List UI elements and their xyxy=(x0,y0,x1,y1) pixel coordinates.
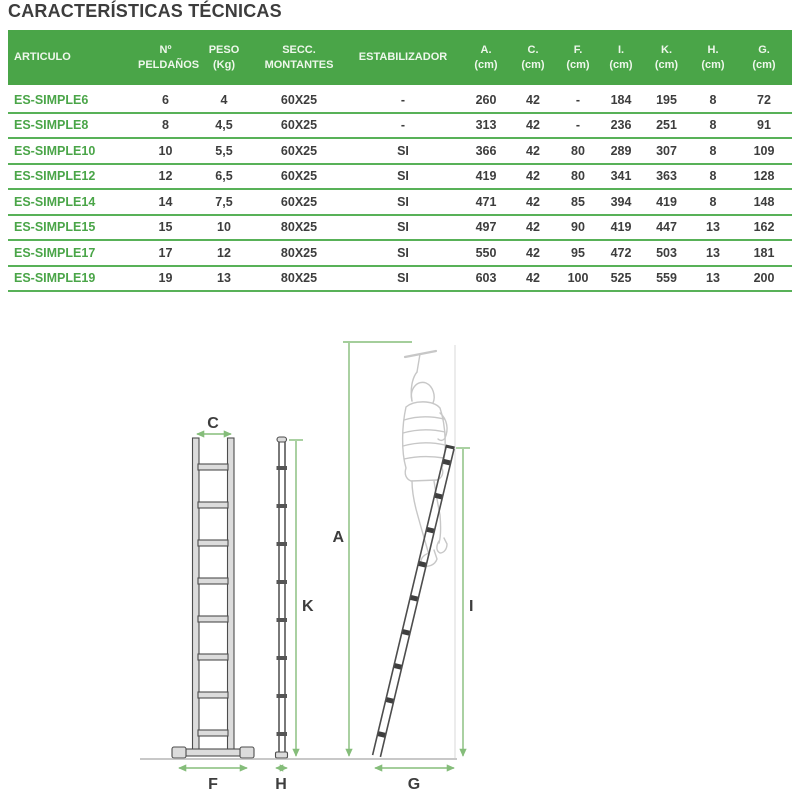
article-cell: ES-SIMPLE8 xyxy=(14,118,89,133)
table-body xyxy=(8,88,792,292)
leaning-ladder-rail xyxy=(373,447,447,755)
stabilizer-foot xyxy=(240,747,254,758)
article-cell: ES-SIMPLE19 xyxy=(14,271,96,286)
value-cell: 100 xyxy=(567,271,589,286)
value-cell: 313 xyxy=(475,118,497,133)
value-cell: 80 xyxy=(571,169,585,184)
column-header-peso: PESO (Kg) xyxy=(208,44,240,71)
side-ladder-cap xyxy=(277,437,287,442)
table-row xyxy=(8,88,792,112)
side-ladder-rung-mark xyxy=(277,466,288,470)
value-cell: 128 xyxy=(753,169,775,184)
value-cell: 8 xyxy=(709,169,717,184)
value-cell: 60X25 xyxy=(280,194,318,209)
ladder-diagram xyxy=(0,330,800,800)
value-cell: 42 xyxy=(526,194,540,209)
value-cell: 80 xyxy=(571,143,585,158)
value-cell: 236 xyxy=(610,118,632,133)
value-cell: 260 xyxy=(475,92,497,107)
value-cell: 42 xyxy=(526,271,540,286)
value-cell: 95 xyxy=(571,245,585,260)
side-ladder-rung-mark xyxy=(277,732,288,736)
front-ladder-rail xyxy=(193,438,200,750)
value-cell: 5,5 xyxy=(215,143,233,158)
value-cell: 13 xyxy=(706,245,720,260)
value-cell: SI xyxy=(397,194,409,209)
value-cell: 10 xyxy=(217,220,231,235)
value-cell: - xyxy=(400,92,406,107)
value-cell: 195 xyxy=(656,92,677,107)
value-cell: 200 xyxy=(753,271,775,286)
dim-label-f: F xyxy=(208,776,218,793)
article-cell: ES-SIMPLE12 xyxy=(14,169,96,184)
value-cell: 14 xyxy=(158,194,173,209)
vest-stripe xyxy=(404,417,444,420)
dim-label-g: G xyxy=(407,776,421,793)
front-ladder-rung xyxy=(198,692,228,698)
value-cell: SI xyxy=(397,271,409,286)
front-ladder-rung xyxy=(198,578,228,584)
value-cell: 42 xyxy=(526,92,540,107)
value-cell: 42 xyxy=(526,245,540,260)
value-cell: 8 xyxy=(162,118,169,133)
value-cell: 80X25 xyxy=(280,245,318,260)
front-ladder-rail xyxy=(228,438,235,750)
value-cell: 42 xyxy=(526,118,540,133)
value-cell: SI xyxy=(397,220,409,235)
value-cell: 184 xyxy=(610,92,632,107)
side-ladder xyxy=(276,437,288,758)
value-cell: 8 xyxy=(709,194,717,209)
value-cell: - xyxy=(575,92,581,107)
dim-label-k: K xyxy=(302,598,314,615)
vest-stripe xyxy=(404,457,444,459)
value-cell: 4,5 xyxy=(215,118,233,133)
value-cell: 6,5 xyxy=(215,169,233,184)
column-header-secc: SECC. MONTANTES xyxy=(264,44,334,71)
dim-label-i: I xyxy=(469,598,474,615)
value-cell: 72 xyxy=(757,92,771,107)
value-cell: 60X25 xyxy=(280,143,318,158)
value-cell: 603 xyxy=(475,271,497,286)
value-cell: 60X25 xyxy=(280,118,318,133)
left-leg xyxy=(412,481,429,555)
boot xyxy=(437,538,447,553)
column-header-k: K. (cm) xyxy=(654,44,679,71)
table-row xyxy=(8,139,792,163)
value-cell: 550 xyxy=(475,245,497,260)
value-cell: 471 xyxy=(475,194,497,209)
value-cell: 148 xyxy=(753,194,775,209)
value-cell: 8 xyxy=(709,143,717,158)
value-cell: - xyxy=(575,118,581,133)
front-ladder xyxy=(172,438,254,758)
value-cell: 559 xyxy=(656,271,677,286)
value-cell: 42 xyxy=(526,220,540,235)
value-cell: 181 xyxy=(753,245,775,260)
value-cell: 419 xyxy=(610,220,632,235)
dim-label-a: A xyxy=(332,529,344,546)
value-cell: 91 xyxy=(757,118,771,133)
column-header-h: H. (cm) xyxy=(701,44,725,71)
value-cell: 8 xyxy=(709,92,717,107)
value-cell: 525 xyxy=(610,271,632,286)
article-cell: ES-SIMPLE6 xyxy=(14,92,89,107)
value-cell: 419 xyxy=(475,169,497,184)
tool-handle xyxy=(417,354,420,372)
value-cell: SI xyxy=(397,169,409,184)
torso xyxy=(403,402,446,481)
value-cell: SI xyxy=(397,143,409,158)
value-cell: 497 xyxy=(475,220,497,235)
value-cell: 85 xyxy=(571,194,585,209)
value-cell: 13 xyxy=(706,220,720,235)
value-cell: 289 xyxy=(610,143,632,158)
value-cell: 6 xyxy=(162,92,169,107)
value-cell: 503 xyxy=(656,245,677,260)
column-header-a: A. (cm) xyxy=(474,44,498,71)
side-ladder-rung-mark xyxy=(277,504,288,508)
table-row xyxy=(8,165,792,189)
stabilizer-bar xyxy=(176,749,250,756)
value-cell: 15 xyxy=(158,220,173,235)
value-cell: 12 xyxy=(158,169,173,184)
value-cell: 10 xyxy=(158,143,173,158)
stabilizer-foot xyxy=(172,747,186,758)
table-row xyxy=(8,190,792,214)
value-cell: 13 xyxy=(706,271,720,286)
value-cell: 42 xyxy=(526,143,540,158)
table-row xyxy=(8,216,792,240)
vest-stripe xyxy=(403,430,445,433)
value-cell: 12 xyxy=(217,245,231,260)
row-separator xyxy=(8,290,792,292)
value-cell: 42 xyxy=(526,169,540,184)
value-cell: 162 xyxy=(753,220,775,235)
value-cell: 394 xyxy=(610,194,632,209)
value-cell: - xyxy=(400,118,406,133)
front-ladder-rung xyxy=(198,654,228,660)
article-cell: ES-SIMPLE17 xyxy=(14,245,96,260)
value-cell: 472 xyxy=(610,245,632,260)
value-cell: 60X25 xyxy=(280,169,318,184)
vest-stripe xyxy=(403,443,445,446)
value-cell: 447 xyxy=(656,220,677,235)
side-ladder-rung-mark xyxy=(277,618,288,622)
article-cell: ES-SIMPLE14 xyxy=(14,194,96,209)
dim-label-c: C xyxy=(207,415,219,432)
leaning-ladder-top-cap xyxy=(446,446,455,448)
value-cell: SI xyxy=(397,245,409,260)
dim-label-h: H xyxy=(275,776,287,793)
value-cell: 307 xyxy=(656,143,677,158)
value-cell: 90 xyxy=(571,220,585,235)
column-header-f: F. (cm) xyxy=(566,44,590,71)
value-cell: 17 xyxy=(158,245,173,260)
value-cell: 251 xyxy=(656,118,677,133)
value-cell: 19 xyxy=(158,271,173,286)
front-ladder-rung xyxy=(198,464,228,470)
value-cell: 7,5 xyxy=(215,194,233,209)
value-cell: 13 xyxy=(217,271,231,286)
table-row xyxy=(8,241,792,265)
table-row xyxy=(8,267,792,291)
head xyxy=(411,382,434,403)
value-cell: 60X25 xyxy=(280,92,318,107)
column-header-i: I. (cm) xyxy=(609,44,633,71)
leaning-ladder xyxy=(373,446,455,757)
spec-table xyxy=(8,30,792,292)
table-header-row xyxy=(8,30,792,85)
value-cell: 341 xyxy=(610,169,632,184)
front-ladder-rung xyxy=(198,502,228,508)
side-ladder-rung-mark xyxy=(277,656,288,660)
front-ladder-rung xyxy=(198,540,228,546)
value-cell: 8 xyxy=(709,118,717,133)
value-cell: 4 xyxy=(220,92,228,107)
value-cell: 80X25 xyxy=(280,271,318,286)
side-ladder-rung-mark xyxy=(277,694,288,698)
front-ladder-rung xyxy=(198,730,228,736)
side-ladder-rung-mark xyxy=(277,542,288,546)
table-row xyxy=(8,114,792,138)
column-header-peldanos: Nº PELDAÑOS xyxy=(138,44,200,71)
column-header-g: G. (cm) xyxy=(752,44,776,71)
leaning-ladder-rail xyxy=(380,449,454,757)
front-ladder-rung xyxy=(198,616,228,622)
side-ladder-rung-mark xyxy=(277,580,288,584)
value-cell: 109 xyxy=(753,143,775,158)
column-header-articulo: ARTICULO xyxy=(14,51,71,64)
side-ladder-foot xyxy=(276,752,288,758)
article-cell: ES-SIMPLE15 xyxy=(14,220,96,235)
column-header-c: C. (cm) xyxy=(521,44,545,71)
value-cell: 80X25 xyxy=(280,220,318,235)
column-header-estabilizador: ESTABILIZADOR xyxy=(358,51,448,64)
value-cell: 419 xyxy=(656,194,677,209)
value-cell: 363 xyxy=(656,169,677,184)
value-cell: 366 xyxy=(475,143,497,158)
page-title: CARACTERÍSTICAS TÉCNICAS xyxy=(8,1,282,21)
article-cell: ES-SIMPLE10 xyxy=(14,143,96,158)
